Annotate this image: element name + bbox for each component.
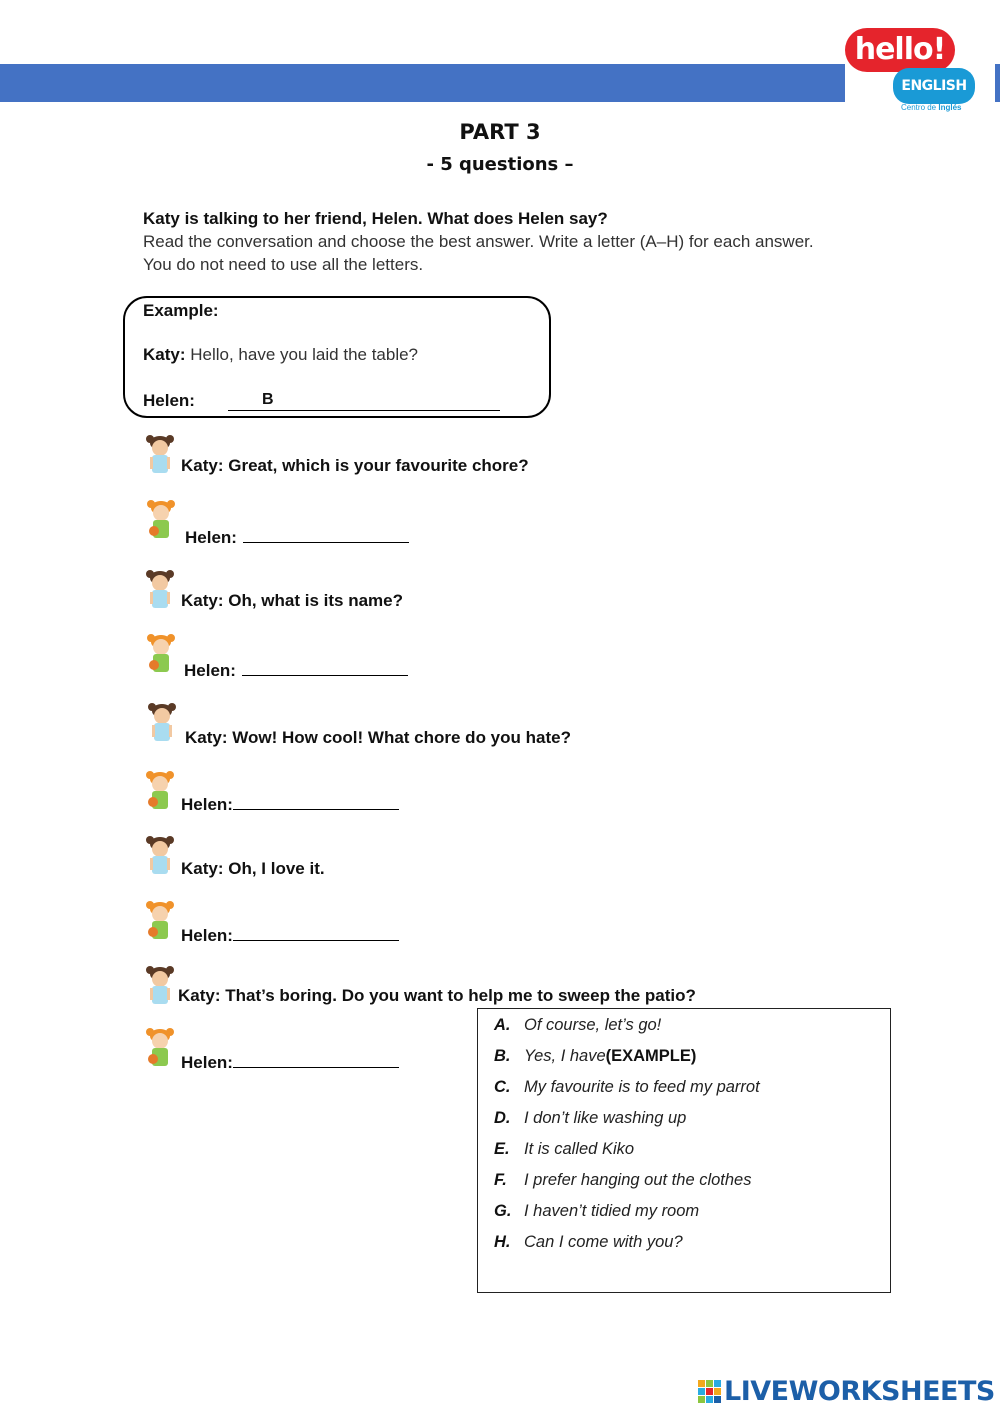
katy-avatar-icon xyxy=(146,701,178,743)
answer-blank-2[interactable] xyxy=(242,659,408,676)
dialogue-line-7: Katy: Oh, I love it. xyxy=(181,859,325,878)
example-helen-name: Helen: xyxy=(143,391,195,410)
option-a: A. Of course, let’s go! xyxy=(494,1016,662,1034)
liveworksheets-logo xyxy=(698,1375,998,1409)
header-bar-end xyxy=(995,64,1000,102)
example-answer: B xyxy=(228,391,500,411)
dialogue-line-8: Helen: xyxy=(181,924,399,946)
header-bar xyxy=(0,64,845,102)
example-katy-text: Hello, have you laid the table? xyxy=(190,345,419,364)
instructions-line-2: You do not need to use all the letters. xyxy=(143,254,424,274)
option-c: C. My favourite is to feed my parrot xyxy=(494,1078,760,1096)
helen-avatar-icon xyxy=(145,498,177,540)
option-f: F. I prefer hanging out the clothes xyxy=(494,1171,752,1189)
dialogue-line-9: Katy: That’s boring. Do you want to help me to sweep the patio? xyxy=(178,986,696,1005)
dialogue-line-6: Helen: xyxy=(181,793,399,815)
example-label: Example: xyxy=(143,301,219,320)
answer-blank-3[interactable] xyxy=(233,793,399,810)
helen-avatar-icon xyxy=(144,899,176,941)
helen-avatar-icon xyxy=(145,632,177,674)
katy-avatar-icon xyxy=(144,433,176,475)
example-katy-line xyxy=(143,345,418,365)
page-title: PART 3 xyxy=(459,120,541,144)
answer-blank-4[interactable] xyxy=(233,924,399,941)
example-katy-name: Katy: xyxy=(143,345,186,364)
instructions-line-1: Read the conversation and choose the best answer. Write a letter (A–H) for each answer. xyxy=(143,232,814,251)
logo-tagline: Centro de Inglés xyxy=(901,103,962,112)
logo-sub: ENGLISH xyxy=(893,68,975,104)
hello-english-logo xyxy=(843,24,993,116)
dialogue-line-2: Helen: xyxy=(185,526,409,548)
option-d: D. I don’t like washing up xyxy=(494,1109,687,1127)
answer-blank-1[interactable] xyxy=(243,526,409,543)
helen-avatar-icon xyxy=(144,769,176,811)
dialogue-line-1: Katy: Great, which is your favourite chore? xyxy=(181,456,529,475)
answer-blank-5[interactable] xyxy=(233,1051,399,1068)
option-b: B. Yes, I have(EXAMPLE) xyxy=(494,1047,697,1065)
katy-avatar-icon xyxy=(144,964,176,1006)
dialogue-line-3: Katy: Oh, what is its name? xyxy=(181,591,403,610)
option-h: H. Can I come with you? xyxy=(494,1233,683,1251)
option-g: G. I haven’t tidied my room xyxy=(494,1202,700,1220)
katy-avatar-icon xyxy=(144,834,176,876)
katy-avatar-icon xyxy=(144,568,176,610)
option-e: E. It is called Kiko xyxy=(494,1140,635,1158)
helen-avatar-icon xyxy=(144,1026,176,1068)
page-subtitle: - 5 questions – xyxy=(426,154,574,175)
dialogue-line-5: Katy: Wow! How cool! What chore do you hate? xyxy=(185,728,571,747)
instructions-heading: Katy is talking to her friend, Helen. What does Helen say? xyxy=(143,209,608,228)
liveworksheets-icon xyxy=(698,1380,722,1404)
dialogue-line-10: Helen: xyxy=(181,1051,399,1073)
logo-main: hello! xyxy=(845,28,955,72)
dialogue-line-4: Helen: xyxy=(184,659,408,681)
instructions-text xyxy=(143,231,823,276)
liveworksheets-text: LIVEWORKSHEETS xyxy=(724,1376,995,1407)
